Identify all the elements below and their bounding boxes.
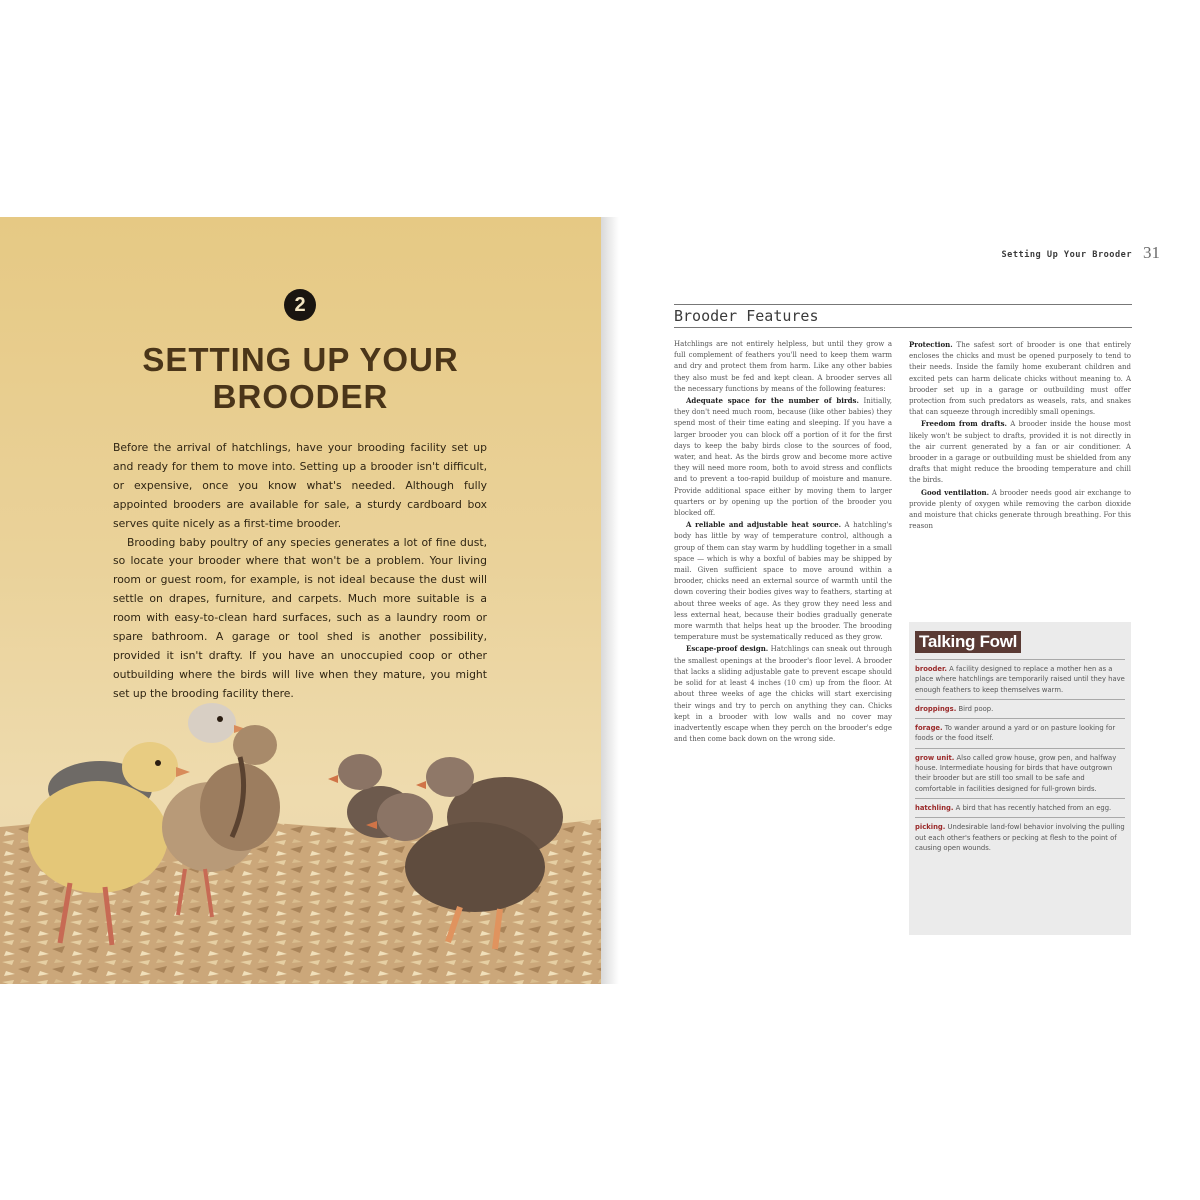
glossary-term: picking. Undesirable land-fowl behavior involving the pulling out each other's feathers or pecking at flesh to the point of causing open wounds. — [915, 817, 1125, 857]
body-paragraph: Hatchlings are not entirely helpless, but until they grow a full complement of feathers you'll need to keep them warm and dry and protect them from harm. Like any other babies they also must be fed and kept clean. A brooder serves all the necessary functions by means of the following features: — [674, 340, 892, 393]
running-head: Setting Up Your Brooder — [1001, 250, 1132, 260]
body-paragraph: Freedom from drafts. A brooder inside the house most likely won't be subject to drafts, provided it is not directly in the air current generated by a fan or air conditioner. A brooder in a garage or outbuilding must be shielded from any drafts that might reduce the brooding temperature and chill the birds. — [909, 419, 1131, 485]
chapter-title — [0, 341, 601, 415]
left-page — [0, 217, 601, 984]
body-paragraph: Adequate space for the number of birds. Initially, they don't need much room, because (like other babies) they spend most of their time eating and sleeping. If you have a larger brooder you can block off a portion of it for the first days to keep the baby birds close to the sources of food, water, and heat. As the birds grow and become more active they will need more room, both to avoid stress and conflicts and to prevent a too-rapid buildup of moisture and manure. Provide additional space either by moving them to larger quarters or by opening up the portion of the brooder you blocked off. — [674, 396, 892, 518]
body-paragraph: Good ventilation. A brooder needs good air exchange to provide plenty of oxygen while removing the carbon dioxide and moisture that chicks generate through breathing. For this reason — [909, 487, 1131, 531]
glossary-sidebar — [909, 622, 1131, 935]
feature-heading: Adequate space for the number of birds. — [686, 396, 859, 406]
glossary-term-name: droppings. — [915, 704, 957, 713]
body-column-2 — [909, 339, 1131, 614]
chapter-title-line1: SETTING UP YOUR — [142, 341, 459, 378]
feature-heading: Freedom from drafts. — [921, 419, 1007, 429]
glossary-term: forage. To wander around a yard or on pasture looking for foods or the food itself. — [915, 718, 1125, 748]
section-title: Brooder Features — [674, 307, 1132, 328]
glossary-term: grow unit. Also called grow house, grow pen, and halfway house. Intermediate housing for birds that have outgrown their brooder but are still too small to be safe and comfortable in facilities designed for full-grown birds. — [915, 748, 1125, 798]
intro-paragraph: Before the arrival of hatchlings, have your brooding facility set up and ready for them to move into. Setting up a brooder isn't difficult, or expensive, once you know what's needed. Although fully appointed brooders are available for sale, a sturdy cardboard box serves quite nicely as a first-time brooder. — [113, 441, 487, 530]
intro-paragraph: Brooding baby poultry of any species generates a lot of fine dust, so locate your brooder where that won't be a problem. Your living room or guest room, for example, is not ideal because the dust will settle on drapes, furniture, and carpets. Much more suitable is a room with easy-to-clean hard surfaces, such as a laundry room or spare bathroom. A garage or tool shed is another possibility, provided it isn't drafty. If you have an unoccupied coop or other outbuilding where the birds will live when they mature, you might set up the brooding facility there. — [113, 535, 487, 700]
glossary-term: hatchling. A bird that has recently hatched from an egg. — [915, 798, 1125, 817]
intro-text — [113, 439, 487, 704]
glossary-term-name: brooder. — [915, 665, 947, 673]
body-paragraph: A reliable and adjustable heat source. A hatchling's body has little by way of temperature control, although a group of them can stay warm by huddling together in a small space — which is why a boxful of babies may be shipped by mail. Given sufficient space to move around within a brooder, chicks need an external source of warmth until the down covering their bodies gives way to feathers, starting at about three weeks of age. As they grow they need less and less external heat, because their bodies gradually generate more warmth that helps heat up the brooder. The brooding temperature must be systematically reduced as they grow. — [674, 520, 892, 642]
feature-heading: Protection. — [909, 340, 953, 349]
page-number: 31 — [1143, 243, 1160, 262]
chicks-illustration — [0, 697, 601, 984]
body-paragraph: Protection. The safest sort of brooder is one that entirely encloses the chicks and must be opened purposely to tend to their needs. Inside the family home exuberant children and excited pets can harm delicate chicks without meaning to. A brooder set up in a garage or outbuilding must offer protection from such predators as weasels, rats, and snakes that can squeeze through incredibly small openings. — [909, 340, 1131, 417]
feature-heading: A reliable and adjustable heat source. — [686, 520, 842, 530]
glossary-term-name: forage. — [915, 724, 943, 733]
feature-heading: Escape-proof design. — [686, 644, 769, 654]
chapter-number-badge: 2 — [284, 289, 316, 321]
glossary-title: Talking Fowl — [915, 631, 1021, 653]
body-column-1 — [674, 339, 892, 949]
feature-heading: Good ventilation. — [921, 487, 990, 497]
body-paragraph: Escape-proof design. Hatchlings can sneak out through the smallest openings at the brooder's floor level. A brooder that lacks a sliding adjustable gate to prevent escape should be solid for at least 4 inches (10 cm) up from the floor. At about three weeks of age the chicks will start exercising their wings and try to perch on anything they can. Chicks kept in a brooder with low walls and no cover may inadvertently escape when they perch on the brooder's edge and then come back down on the wrong side. — [674, 644, 892, 744]
spine-shadow — [601, 217, 619, 984]
glossary-term-name: picking. — [915, 823, 946, 832]
book-spread — [0, 217, 1200, 984]
right-page — [601, 217, 1200, 984]
chapter-title-line2: BROODER — [212, 378, 389, 415]
glossary-term-name: grow unit. — [915, 753, 955, 762]
section-top-rule — [674, 304, 1132, 305]
glossary-term: brooder. A facility designed to replace a mother hen as a place where hatchlings are temporarily raised until they have enough feathers to keep themselves warm. — [915, 659, 1125, 699]
glossary-term: droppings. Bird poop. — [915, 699, 1125, 718]
glossary-term-name: hatchling. — [915, 803, 954, 812]
